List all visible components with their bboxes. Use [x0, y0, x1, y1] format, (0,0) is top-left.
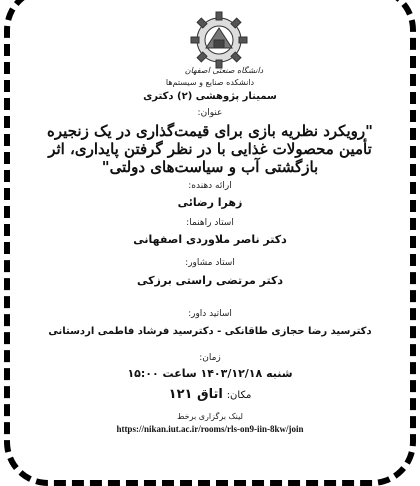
- presenter-label: ارائه دهنده:: [188, 181, 232, 191]
- advisor-name: دکتر مرتضی راستی برزکی: [137, 274, 283, 287]
- department-name: دانشکده صنایع و سیستم‌ها: [165, 78, 255, 87]
- place-value: اتاق ۱۲۱: [168, 387, 223, 402]
- time-label: زمان:: [199, 353, 221, 363]
- seminar-type: سمینار پژوهشی (۲) دکتری: [143, 91, 277, 102]
- online-link-label: لینک برگزاری برخط: [177, 412, 243, 421]
- referees-label: اساتید داور:: [188, 309, 232, 319]
- title-line-3: بازگشتی آب و سیاست‌های دولتی": [101, 158, 319, 176]
- supervisor-label: استاد راهنما:: [186, 218, 234, 228]
- title-line-2: تأمین محصولات غذایی با در نظر گرفتن پایداری، اثر: [48, 140, 372, 158]
- time-value: شنبه ۱۴۰۳/۱۲/۱۸ ساعت ۱۵:۰۰: [127, 367, 293, 380]
- logo-caption: دانشگاه صنعتی اصفهان: [184, 66, 264, 75]
- online-meeting-link[interactable]: https://nikan.iut.ac.ir/rooms/rls-on9-iin-8kw/join: [116, 424, 304, 434]
- presenter-name: زهرا رضائی: [177, 196, 243, 209]
- university-logo: [184, 10, 254, 70]
- place-label: مکان:: [226, 390, 252, 401]
- seminar-announcement: [14, 8, 406, 470]
- title-label: عنوان:: [197, 108, 223, 118]
- supervisor-name: دکتر ناصر ملاوردی اصفهانی: [133, 233, 287, 246]
- advisor-label: استاد مشاور:: [185, 258, 235, 268]
- referees-names: دکترسید رضا حجازی طاقانکی - دکترسید فرشاد فاطمی اردستانی: [48, 326, 372, 337]
- title-line-1: "رویکرد نظریه بازی برای قیمت‌گذاری در یک زنجیره: [47, 122, 373, 140]
- place-line: [14, 387, 406, 402]
